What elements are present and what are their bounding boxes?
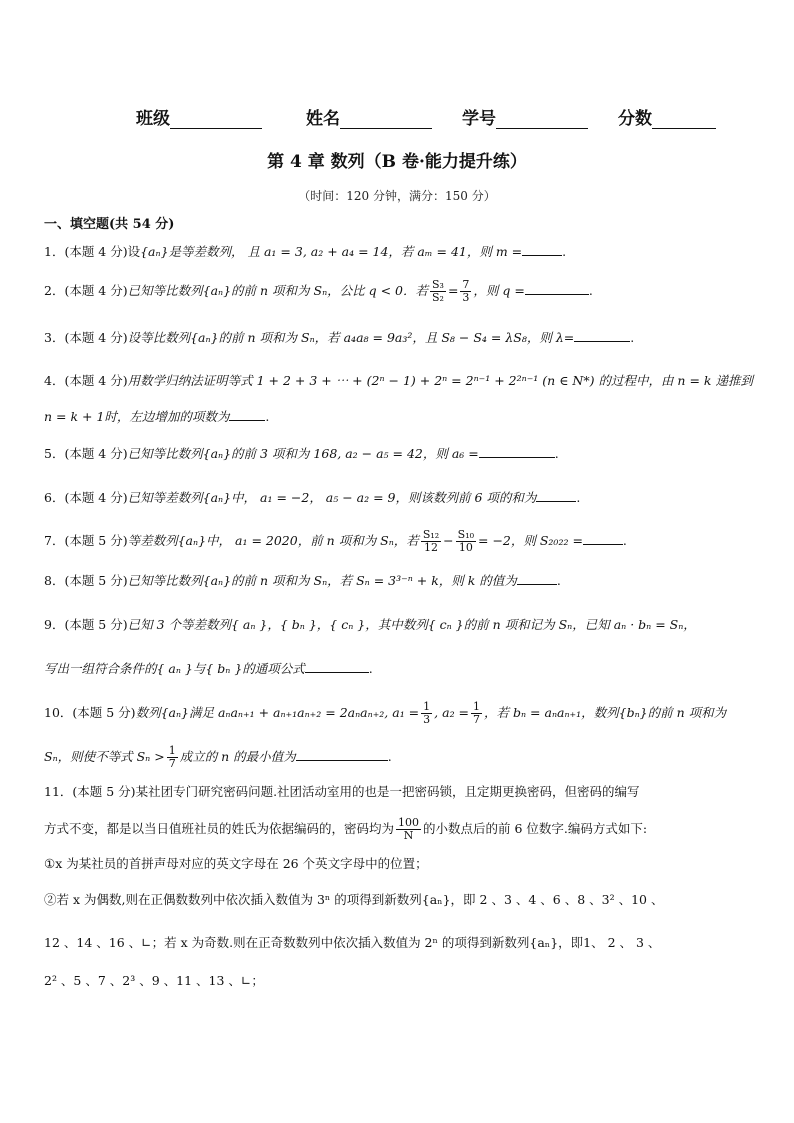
question-10 (44, 701, 756, 726)
question-5-text: 已知等比数列{aₙ}的前 3 项和为 168, a₂ − a₅ = 42，则 a₆ = (127, 446, 479, 461)
question-11-line-2 (44, 817, 756, 842)
question-2-fraction-1 (430, 279, 446, 304)
question-11-rule-1: ①x 为某社员的首拼声母对应的英文字母在 26 个英文字母中的位置； (44, 856, 428, 871)
question-4-period: . (265, 409, 270, 424)
question-3-text: 设等比数列{aₙ}的前 n 项和为 Sₙ，若 a₄a₈ = 9a₃²，且 S₈ − S₄ = λS₈，则 λ= (127, 330, 575, 345)
question-2-period: . (588, 283, 593, 298)
question-11-text-line-2-end: 的小数点后的前 6 位数字.编码方式如下: (423, 821, 648, 836)
name-label: 姓名 (306, 109, 340, 129)
question-3 (44, 329, 756, 347)
question-2-text: 已知等比数列{aₙ}的前 n 项和为 Sₙ，公比 q < 0．若 (127, 283, 428, 298)
question-5-number: 5．(本题 4 分) (44, 446, 128, 461)
score-label: 分数 (618, 109, 652, 129)
score-blank[interactable] (652, 110, 716, 129)
question-2-text-end: ，则 q = (473, 283, 525, 298)
fraction-denominator: 10 (458, 541, 473, 554)
question-6-number: 6．(本题 4 分) (44, 490, 128, 505)
question-11-rule-2-end: 2² 、5 、7 、2³ 、9 、11 、13 、∟； (44, 973, 264, 988)
question-3-period: . (630, 330, 635, 345)
question-7-text: 等差数列{aₙ}中， a₁ = 2020，前 n 项和为 Sₙ，若 (127, 533, 419, 548)
question-11-text-line-2: 方式不变，都是以当日值班社员的姓氏为依据编码的，密码均为 (44, 821, 395, 836)
fraction-denominator: S₂ (431, 291, 444, 304)
question-10-fraction-3 (167, 745, 178, 770)
question-9-answer-blank[interactable] (305, 660, 369, 673)
question-11-rule-2-cont: 12 、14 、16 、∟；若 x 为奇数.则在正奇数数列中依次插入数值为 2ⁿ 的项得到新数列{aₙ}，即1、 2 、 3 、 (44, 935, 661, 950)
exam-title: 第 4 章 数列（B 卷·能力提升练） (267, 152, 527, 172)
question-1-period: . (562, 244, 567, 259)
fraction-denominator: 12 (423, 541, 438, 554)
question-9-line-2 (44, 660, 756, 678)
student-id-blank[interactable] (496, 110, 588, 129)
fraction-denominator: 7 (168, 757, 176, 770)
question-11-rule-2: ②若 x 为偶数,则在正偶数数列中依次插入数值为 3ⁿ 的项得到新数列{aₙ}，即 2 、3 、4 、6 、8 、3² 、10 、 (44, 892, 664, 907)
fraction-numerator: 1 (473, 700, 481, 713)
fraction-numerator: S₁₀ (457, 528, 475, 541)
name-field (306, 104, 432, 129)
question-7-fraction-1 (421, 529, 441, 554)
question-7-number: 7．(本题 5 分) (44, 533, 128, 548)
question-9 (44, 616, 756, 634)
fraction-denominator: 3 (462, 291, 470, 304)
question-9-number: 9．(本题 5 分) (44, 617, 128, 632)
question-10-text: 数列{aₙ}满足 aₙaₙ₊₁ + aₙ₊₁aₙ₊₂ = 2aₙaₙ₊₂, a₁ = (135, 705, 420, 720)
question-7-minus: − (443, 533, 454, 548)
class-label: 班级 (136, 109, 170, 129)
question-4-line-2 (44, 408, 756, 426)
fraction-denominator: 7 (473, 713, 481, 726)
question-10-fraction-1 (421, 701, 432, 726)
question-8 (44, 572, 756, 590)
question-2-number: 2．(本题 4 分) (44, 283, 128, 298)
question-1-text: {aₙ}是等差数列， 且 a₁ = 3, a₂ + a₄ = 14，若 aₘ = 41，则 m = (140, 244, 523, 259)
question-6-text: 已知等差数列{aₙ}中， a₁ = −2， a₅ − a₂ = 9，则该数列前 6 项的和为 (127, 490, 537, 505)
name-blank[interactable] (340, 110, 432, 129)
fraction-numerator: S₃ (431, 278, 444, 291)
student-info-row (136, 104, 756, 130)
question-1-answer-blank[interactable] (522, 243, 562, 256)
question-8-number: 8．(本题 5 分) (44, 573, 128, 588)
question-2-answer-blank[interactable] (525, 282, 589, 295)
question-10-line-2 (44, 745, 756, 770)
question-8-period: . (556, 573, 561, 588)
fraction-denominator: 3 (423, 713, 431, 726)
question-4-text-line-2: n = k + 1时，左边增加的项数为 (44, 409, 230, 424)
question-6-answer-blank[interactable] (536, 489, 576, 502)
question-10-text-end: ，若 bₙ = aₙaₙ₊₁，数列{bₙ}的前 n 项和为 (484, 705, 727, 720)
student-id-label: 学号 (462, 109, 496, 129)
question-11-fraction (396, 817, 421, 842)
fraction-numerator: 1 (423, 700, 431, 713)
question-8-text: 已知等比数列{aₙ}的前 n 项和为 Sₙ，若 Sₙ = 3³⁻ⁿ + k，则 k 的值为 (127, 573, 517, 588)
question-5-period: . (554, 446, 559, 461)
question-10-number: 10．(本题 5 分) (44, 705, 136, 720)
question-7-period: . (622, 533, 627, 548)
question-9-text-line-2: 写出一组符合条件的{ aₙ }与{ bₙ }的通项公式 (44, 661, 305, 676)
question-10-text-line-2-end: 成立的 n 的最小值为 (179, 749, 296, 764)
fraction-numerator: 100 (398, 816, 420, 829)
fraction-numerator: 7 (462, 278, 470, 291)
question-11-line-4 (44, 891, 756, 909)
question-1 (44, 243, 756, 261)
question-11-line-3 (44, 855, 756, 873)
question-7 (44, 529, 756, 554)
question-10-answer-blank[interactable] (296, 748, 388, 761)
question-4-answer-blank[interactable] (229, 408, 265, 421)
student-id-field (462, 104, 588, 129)
class-blank[interactable] (170, 110, 262, 129)
question-2 (44, 279, 756, 304)
fraction-denominator: N (403, 829, 414, 842)
question-8-answer-blank[interactable] (517, 572, 557, 585)
question-4-text: 用数学归纳法证明等式 1 + 2 + 3 + ⋯ + (2ⁿ − 1) + 2ⁿ = 2ⁿ⁻¹ + 2²ⁿ⁻¹ (n ∈ N*) 的过程中，由 n = k 递推到 (127, 373, 753, 388)
fraction-numerator: 1 (168, 744, 176, 757)
question-1-number: 1．(本题 4 分)设 (44, 244, 141, 259)
question-3-number: 3．(本题 4 分) (44, 330, 128, 345)
question-10-fraction-2 (471, 701, 482, 726)
question-5 (44, 445, 756, 463)
question-7-answer-blank[interactable] (583, 532, 623, 545)
question-10-text-mid: , a₂ = (434, 705, 470, 720)
question-5-answer-blank[interactable] (479, 445, 555, 458)
question-6-period: . (576, 490, 581, 505)
exam-subtitle: （时间：120 分钟，满分：150 分） (298, 189, 496, 203)
question-11-number: 11．(本题 5 分) (44, 784, 136, 799)
class-field (136, 104, 262, 129)
question-9-text: 已知 3 个等差数列{ aₙ }，{ bₙ }，{ cₙ }，其中数列{ cₙ }的前 n 项和记为 Sₙ，已知 aₙ · bₙ = Sₙ， (127, 617, 696, 632)
question-10-period: . (387, 749, 392, 764)
question-2-fraction-2 (460, 279, 471, 304)
question-11-line-5 (44, 934, 756, 952)
section-heading: 一、填空题(共 54 分) (44, 217, 175, 232)
score-field (618, 104, 716, 129)
question-3-answer-blank[interactable] (574, 329, 630, 342)
question-11-line-6 (44, 972, 756, 990)
question-7-text-end: = −2，则 S₂₀₂₂ = (478, 533, 583, 548)
question-7-fraction-2 (456, 529, 476, 554)
question-6 (44, 489, 756, 507)
question-2-equals: = (447, 283, 459, 298)
question-4 (44, 372, 756, 390)
question-10-text-line-2: Sₙ，则使不等式 Sₙ > (44, 749, 165, 764)
fraction-numerator: S₁₂ (422, 528, 440, 541)
question-11 (44, 783, 756, 801)
question-11-text: 某社团专门研究密码问题.社团活动室用的也是一把密码锁，且定期更换密码，但密码的编写 (135, 784, 640, 799)
question-9-period: . (368, 661, 373, 676)
question-4-number: 4．(本题 4 分) (44, 373, 128, 388)
